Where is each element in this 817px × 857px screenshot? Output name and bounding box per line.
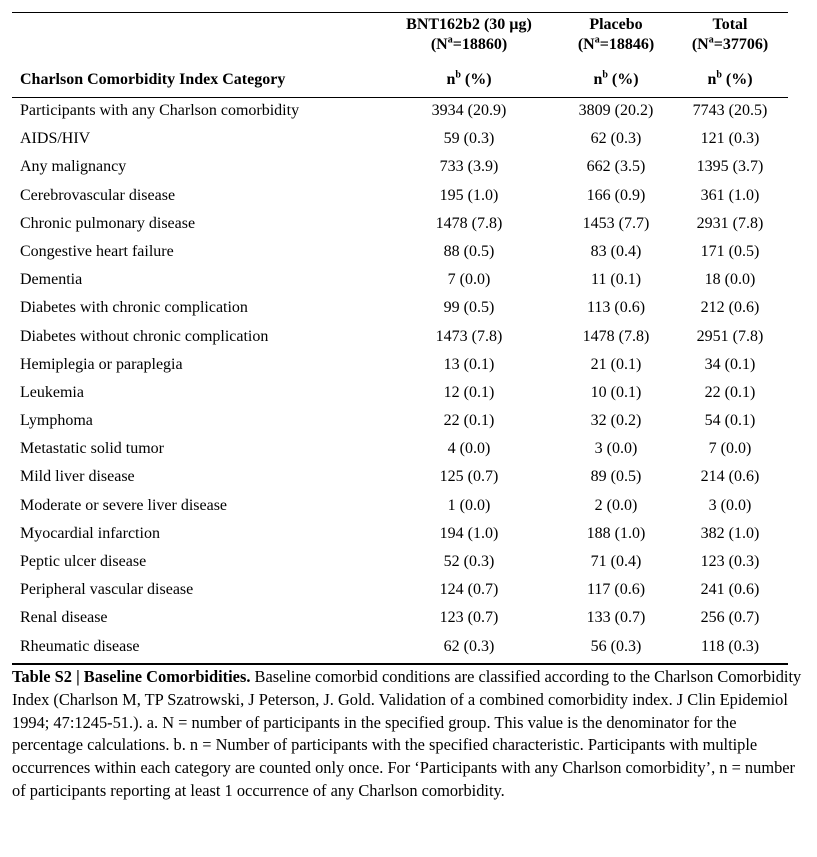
category-cell: Chronic pulmonary disease [20, 214, 196, 232]
total-cell: 22 (0.1) [704, 383, 756, 401]
column-n: $(N^a=37706)$ [691, 34, 769, 53]
placebo-cell: 3809 (20.2) [578, 102, 654, 119]
stat-header-placebo: $n^b$ (%) [593, 69, 639, 88]
category-column-header: Charlson Comorbidity Index Category [20, 71, 286, 88]
table-row [0, 607, 817, 635]
category-cell: AIDS/HIV [20, 130, 91, 148]
placebo-cell: 32 (0.2) [590, 412, 642, 430]
placebo-cell: 1453 (7.7) [582, 214, 650, 232]
table-row [0, 466, 817, 494]
table-row [0, 326, 817, 354]
table-row [0, 213, 817, 241]
bnt162b2-cell: 733 (3.9) [439, 158, 499, 176]
bnt162b2-cell: 3934 (20.9) [431, 102, 507, 119]
caption-text: Baseline comorbid conditions are classified according to the Charlson Comorbidity Index (Charlson M, TP Szatrowski, J Peterson, J. Gold. Validation of a combined comorbidity index. J Clin Epidemiol 1994; 47:1245-51.). a. N = number of participants in the specified group. This value is the denominator for the percentage calculations. b. n = Number of participants with the specified characteristic. Participants with multiple occurrences within each category are counted only once. For ‘Participants with any Charlson comorbidity’, n = number of participants reporting at least 1 occurrence of any Charlson comorbidity. [12, 667, 802, 800]
column-header-placebo [556, 15, 676, 55]
column-n: $(N^a=18860)$ [430, 34, 508, 53]
bnt162b2-cell: 52 (0.3) [443, 553, 495, 570]
table-row [0, 579, 817, 607]
category-cell: Participants with any Charlson comorbidity [20, 102, 300, 119]
table-row [0, 551, 817, 579]
table-row [0, 100, 817, 128]
category-cell: Moderate or severe liver disease [20, 496, 228, 514]
placebo-cell: 166 (0.9) [586, 186, 646, 204]
total-cell: 7743 (20.5) [692, 102, 768, 119]
table-top-rule [12, 12, 788, 13]
table-row [0, 523, 817, 551]
total-cell: 18 (0.0) [704, 271, 756, 289]
total-cell: 54 (0.1) [704, 412, 756, 430]
bnt162b2-cell: 62 (0.3) [443, 637, 495, 655]
category-cell: Rheumatic disease [20, 637, 140, 655]
placebo-cell: 3 (0.0) [594, 440, 638, 458]
bnt162b2-cell: 4 (0.0) [447, 440, 491, 458]
placebo-cell: 133 (0.7) [586, 609, 646, 627]
category-cell: Any malignancy [20, 158, 127, 176]
category-cell: Congestive heart failure [20, 242, 174, 260]
bnt162b2-cell: 1 (0.0) [447, 496, 491, 514]
placebo-cell: 1478 (7.8) [582, 327, 650, 345]
category-cell: Myocardial infarction [20, 524, 160, 542]
table-body [0, 100, 817, 664]
table-row [0, 438, 817, 466]
bnt162b2-cell: 195 (1.0) [439, 186, 499, 204]
table-row [0, 354, 817, 382]
category-cell: Diabetes with chronic complication [20, 299, 248, 317]
bnt162b2-cell: 12 (0.1) [443, 383, 495, 401]
bnt162b2-cell: 125 (0.7) [439, 468, 499, 486]
bnt162b2-cell: 1478 (7.8) [435, 214, 503, 232]
table-row [0, 156, 817, 184]
bnt162b2-cell: 99 (0.5) [443, 299, 495, 317]
column-header-total [680, 15, 780, 55]
placebo-cell: 89 (0.5) [590, 468, 642, 486]
stat-header-bnt162b2: $n^b$ (%) [446, 69, 492, 88]
stat-header-total: $n^b$ (%) [707, 69, 753, 88]
category-cell: Peripheral vascular disease [20, 581, 194, 599]
total-cell: 382 (1.0) [700, 524, 760, 542]
bnt162b2-cell: 13 (0.1) [443, 355, 495, 373]
table-row [0, 410, 817, 438]
total-cell: 214 (0.6) [700, 468, 760, 486]
total-cell: 2951 (7.8) [696, 327, 764, 345]
placebo-cell: 83 (0.4) [590, 242, 642, 260]
total-cell: 361 (1.0) [700, 186, 760, 204]
total-cell: 241 (0.6) [700, 581, 760, 599]
category-cell: Peptic ulcer disease [20, 553, 147, 570]
total-cell: 123 (0.3) [700, 553, 760, 570]
table-row [0, 241, 817, 269]
placebo-cell: 188 (1.0) [586, 524, 646, 542]
bnt162b2-cell: 88 (0.5) [443, 242, 495, 260]
table-row [0, 128, 817, 156]
table-bottom-rule [12, 663, 788, 665]
category-cell: Mild liver disease [20, 468, 135, 486]
table-row [0, 382, 817, 410]
table-caption [12, 666, 802, 803]
table-row [0, 185, 817, 213]
placebo-cell: 21 (0.1) [590, 355, 642, 373]
table-row [0, 269, 817, 297]
placebo-cell: 56 (0.3) [590, 637, 642, 655]
total-cell: 171 (0.5) [700, 242, 760, 260]
total-cell: 256 (0.7) [700, 609, 760, 627]
category-cell: Cerebrovascular disease [20, 186, 176, 204]
category-cell: Renal disease [20, 609, 108, 627]
bnt162b2-cell: 123 (0.7) [439, 609, 499, 627]
total-cell: 118 (0.3) [700, 637, 760, 655]
caption-title: Table S2 | Baseline Comorbidities. [12, 667, 251, 686]
bnt162b2-cell: 7 (0.0) [447, 271, 491, 289]
column-title: Total [712, 16, 748, 33]
category-cell: Hemiplegia or paraplegia [20, 355, 183, 373]
column-n: $(N^a=18846)$ [577, 34, 655, 53]
column-header-bnt162b2 [388, 15, 550, 55]
category-cell: Dementia [20, 271, 83, 289]
table-row [0, 297, 817, 325]
total-cell: 7 (0.0) [708, 440, 752, 458]
category-cell: Diabetes without chronic complication [20, 327, 269, 345]
total-cell: 2931 (7.8) [696, 214, 764, 232]
header-rule [12, 97, 788, 98]
table-row [0, 636, 817, 664]
placebo-cell: 71 (0.4) [590, 553, 642, 570]
placebo-cell: 117 (0.6) [586, 581, 646, 599]
placebo-cell: 662 (3.5) [586, 158, 646, 176]
column-title: Placebo [589, 16, 643, 33]
bnt162b2-cell: 194 (1.0) [439, 524, 499, 542]
placebo-cell: 2 (0.0) [594, 496, 638, 514]
bnt162b2-cell: 22 (0.1) [443, 412, 495, 430]
placebo-cell: 113 (0.6) [586, 299, 646, 317]
category-cell: Metastatic solid tumor [20, 440, 164, 458]
placebo-cell: 10 (0.1) [590, 383, 642, 401]
total-cell: 3 (0.0) [708, 496, 752, 514]
total-cell: 1395 (3.7) [696, 158, 764, 176]
bnt162b2-cell: 124 (0.7) [439, 581, 499, 599]
total-cell: 212 (0.6) [700, 299, 760, 317]
column-title: BNT162b2 (30 µg) [406, 16, 532, 33]
placebo-cell: 11 (0.1) [590, 271, 642, 289]
placebo-cell: 62 (0.3) [590, 130, 642, 148]
category-cell: Leukemia [20, 383, 84, 401]
table-row [0, 495, 817, 523]
bnt162b2-cell: 1473 (7.8) [435, 327, 503, 345]
total-cell: 34 (0.1) [704, 355, 756, 373]
bnt162b2-cell: 59 (0.3) [443, 130, 495, 148]
category-cell: Lymphoma [20, 412, 93, 430]
total-cell: 121 (0.3) [700, 130, 760, 148]
